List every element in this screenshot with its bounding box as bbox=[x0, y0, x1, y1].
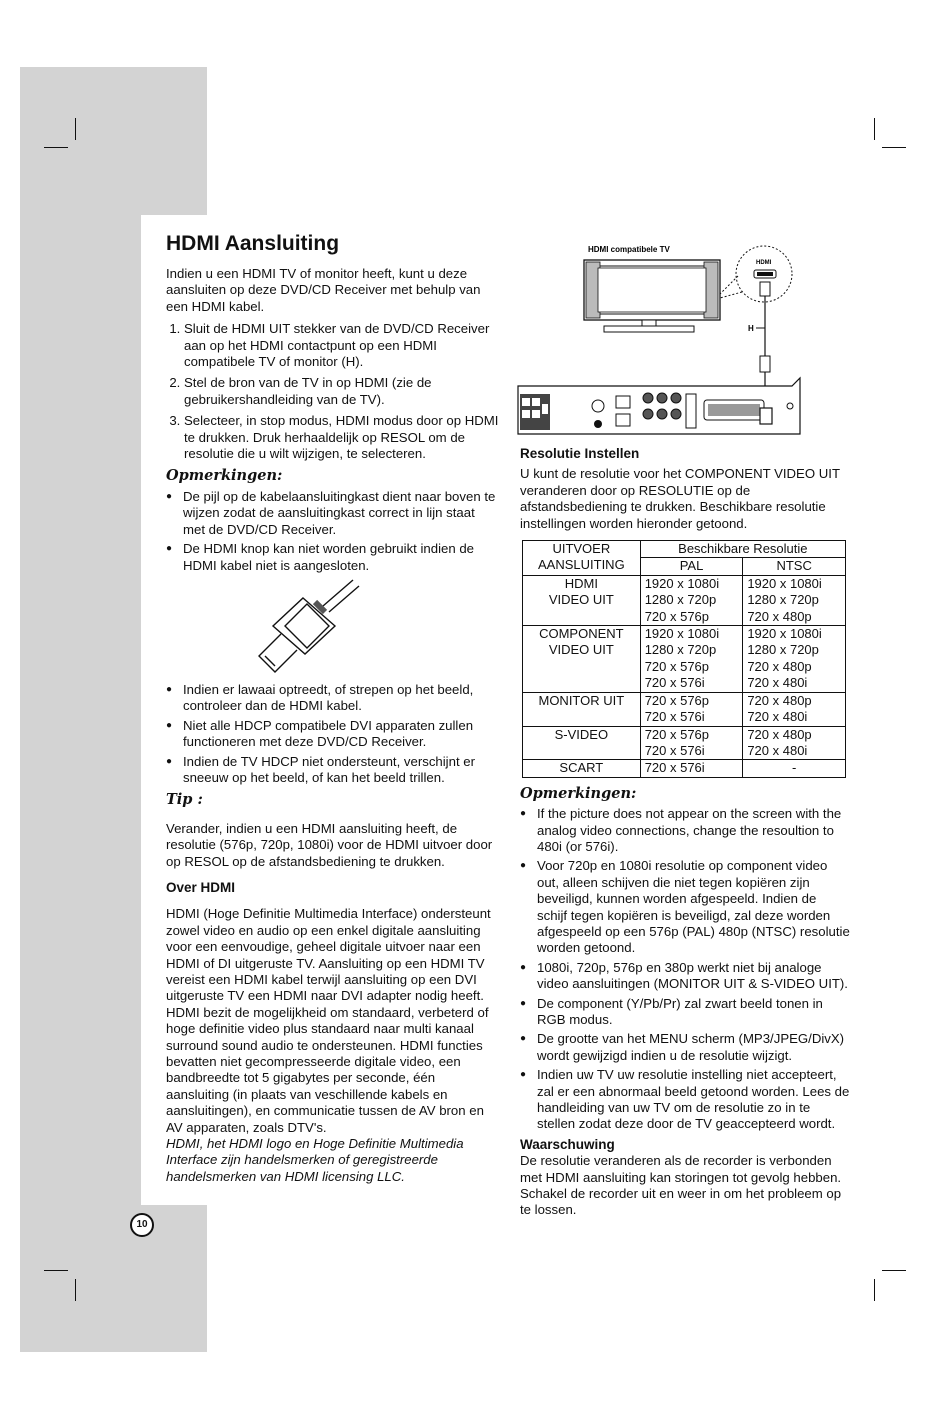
page-margin-band bbox=[20, 67, 207, 215]
crop-mark bbox=[882, 147, 906, 148]
resolution-intro: U kunt de resolutie voor het COMPONENT VIDEO UIT veranderen door op RESOLUTIE op de afstandsbediening te drukken. Beschikbare resolutie instellingen worden hieronder getoond. bbox=[520, 466, 840, 531]
note-item: ● 1080i, 720p, 576p en 380p werkt niet bij analoge video aansluitingen (MONITOR UIT & S-VIDEO UIT). bbox=[520, 960, 850, 993]
hdmi-cable-illustration bbox=[245, 578, 375, 678]
notes-list bbox=[520, 806, 850, 1133]
notes-list bbox=[166, 489, 500, 574]
crop-mark bbox=[44, 147, 68, 148]
note-item: ● Indien uw TV uw resolutie instelling niet accepteert, zal er een abnormaal beeld getoond worden. Lees de handleiding van uw TV om de resolutie zo in te stellen zodat deze door de TV geaccepteerd wordt. bbox=[520, 1067, 850, 1133]
note-item: ● Indien de TV HDCP niet ondersteunt, verschijnt er sneeuw op het beeld, of kan het beeld trillen. bbox=[166, 754, 500, 787]
note-item: ● Indien er lawaai optreedt, of strepen op het beeld, controleer dan de HDMI kabel. bbox=[166, 682, 500, 715]
step-item: 2. Stel de bron van de TV in op HDMI (zie de gebruikershandleiding van de TV). bbox=[184, 375, 500, 408]
table-row: COMPONENT VIDEO UIT 1920 x 1080i 1280 x 720p 720 x 576p 720 x 576i 1920 x 1080i 1280 x 720p 720 x 480p 720 x 480i bbox=[523, 626, 846, 693]
table-header-output: UITVOER AANSLUITING bbox=[523, 541, 641, 576]
table-row: S-VIDEO 720 x 576p 720 x 576i 720 x 480p 720 x 480i bbox=[523, 726, 846, 760]
note-item: ● If the picture does not appear on the screen with the analog video connections, change the resoultion to 480i (or 576i). bbox=[520, 806, 850, 855]
steps-list bbox=[166, 321, 500, 462]
crop-mark bbox=[75, 118, 76, 140]
page-title: HDMI Aansluiting bbox=[166, 232, 340, 255]
right-column bbox=[520, 446, 850, 1225]
page-margin-band bbox=[20, 1205, 207, 1352]
over-hdmi-heading: Over HDMI bbox=[166, 879, 236, 895]
trademark-text: HDMI, het HDMI logo en Hoge Definitie Multimedia Interface zijn handelsmerken of geregistreerde handelsmerken van HDMI licensing LLC. bbox=[166, 1136, 464, 1184]
hdmi-port-label: HDMI bbox=[756, 260, 772, 266]
tip-text: Verander, indien u een HDMI aansluiting heeft, de resolutie (576p, 720p, 1080i) voor de HDMI uitvoer door op RESOL op de afstandsbediening te drukken. bbox=[166, 820, 493, 869]
crop-mark bbox=[44, 1270, 68, 1271]
note-item: ● Niet alle HDCP compatibele DVI apparaten zullen functioneren met deze DVD/CD Receiver. bbox=[166, 718, 500, 751]
tip-heading: Tip : bbox=[166, 791, 203, 809]
crop-mark bbox=[882, 1270, 906, 1271]
table-row: HDMI VIDEO UIT 1920 x 1080i 1280 x 720p 720 x 576p 1920 x 1080i 1280 x 720p 720 x 480p bbox=[523, 575, 846, 625]
note-item: ● De component (Y/Pb/Pr) zal zwart beeld tonen in RGB modus. bbox=[520, 996, 850, 1029]
over-hdmi-text: HDMI bezit de mogelijkheid om standaard, verbeterd of hoge definitie video plus standaard naar multi kanaal surround sound audio te ondersteunen. HDMI functies bevatten niet gecompresseerde digitale video, een bandbreedte tot 5 gigabytes per seconde, één aansluiting (in plaats van veschillende kabels en aansluitingen), en communicatie tussen de AV bron en AV apparaten, zoals DTV's. bbox=[166, 1004, 489, 1135]
crop-mark bbox=[874, 118, 875, 140]
table-header-pal: PAL bbox=[640, 558, 743, 575]
h-label: H bbox=[748, 324, 754, 333]
intro-text: Indien u een HDMI TV of monitor heeft, kunt u deze aansluiten op deze DVD/CD Receiver met behulp van een HDMI kabel. bbox=[166, 266, 481, 314]
warning-heading: Waarschuwing bbox=[520, 1136, 615, 1152]
left-column bbox=[166, 232, 500, 1191]
note-item: ● De grootte van het MENU scherm (MP3/JPEG/DivX) wordt gewijzigd indien u de resolutie wijzigt. bbox=[520, 1031, 850, 1064]
page-number: 10 bbox=[130, 1213, 154, 1237]
step-item: 3. Selecteer, in stop modus, HDMI modus door op HDMI te drukken. Druk herhaaldelijk op RESOL om de resolutie die u wilt wijzigen, te selecteren. bbox=[184, 413, 500, 462]
notes-list bbox=[166, 682, 500, 786]
note-item: ● De pijl op de kabelaansluitingkast dient naar boven te wijzen zodat de aansluitingkast correct in lijn staat met de DVD/CD Receiver. bbox=[166, 489, 500, 538]
hdmi-connection-diagram bbox=[516, 238, 806, 438]
notes-heading: Opmerkingen: bbox=[166, 467, 283, 485]
resolution-heading: Resolutie Instellen bbox=[520, 446, 640, 461]
table-header-ntsc: NTSC bbox=[743, 558, 846, 575]
table-row: MONITOR UIT 720 x 576p 720 x 576i 720 x 480p 720 x 480i bbox=[523, 692, 846, 726]
step-item: 1. Sluit de HDMI UIT stekker van de DVD/CD Receiver aan op het HDMI contactpunt op een HDMI compatibele TV of monitor (H). bbox=[184, 321, 500, 370]
note-item: ● De HDMI knop kan niet worden gebruikt indien de HDMI kabel niet is aangesloten. bbox=[166, 541, 500, 574]
crop-mark bbox=[75, 1279, 76, 1301]
table-row: SCART 720 x 576i - bbox=[523, 760, 846, 777]
note-item: ● Voor 720p en 1080i resolutie op component video out, alleen schijven die niet tegen kopiëren zijn beveiligd, kunnen worden afgespeeld. Indien de schijf tegen kopiëren is beveiligd, zal deze worden afgespeeld op een 576p (PAL) 480p (NTSC) resolutie worden getoond. bbox=[520, 858, 850, 956]
resolution-table bbox=[522, 540, 846, 778]
warning-text: De resolutie veranderen als de recorder is verbonden met HDMI aansluiting kan storingen tot gevolg hebben. Schakel de recorder uit en weer in om het probleem op te lossen. bbox=[520, 1153, 842, 1218]
notes-heading: Opmerkingen: bbox=[520, 784, 637, 802]
page-margin-band bbox=[20, 215, 141, 1205]
table-header-available: Beschikbare Resolutie bbox=[640, 541, 845, 558]
over-hdmi-text: HDMI (Hoge Definitie Multimedia Interface) ondersteunt zowel video en audio op een enkel digitale aansluiting voor een eenvoudige, geheel digitale uitvoer naar een HDMI of DI uitgeruste TV. Aansluiting op een HDMI TV vereist een HDMI kabel terwijl aansluiting op een DVI uitgeruste TV een HDMI naar DVI adapter nodig heeft. bbox=[166, 906, 491, 1004]
tv-label: HDMI compatibele TV bbox=[588, 245, 670, 254]
crop-mark bbox=[874, 1279, 875, 1301]
